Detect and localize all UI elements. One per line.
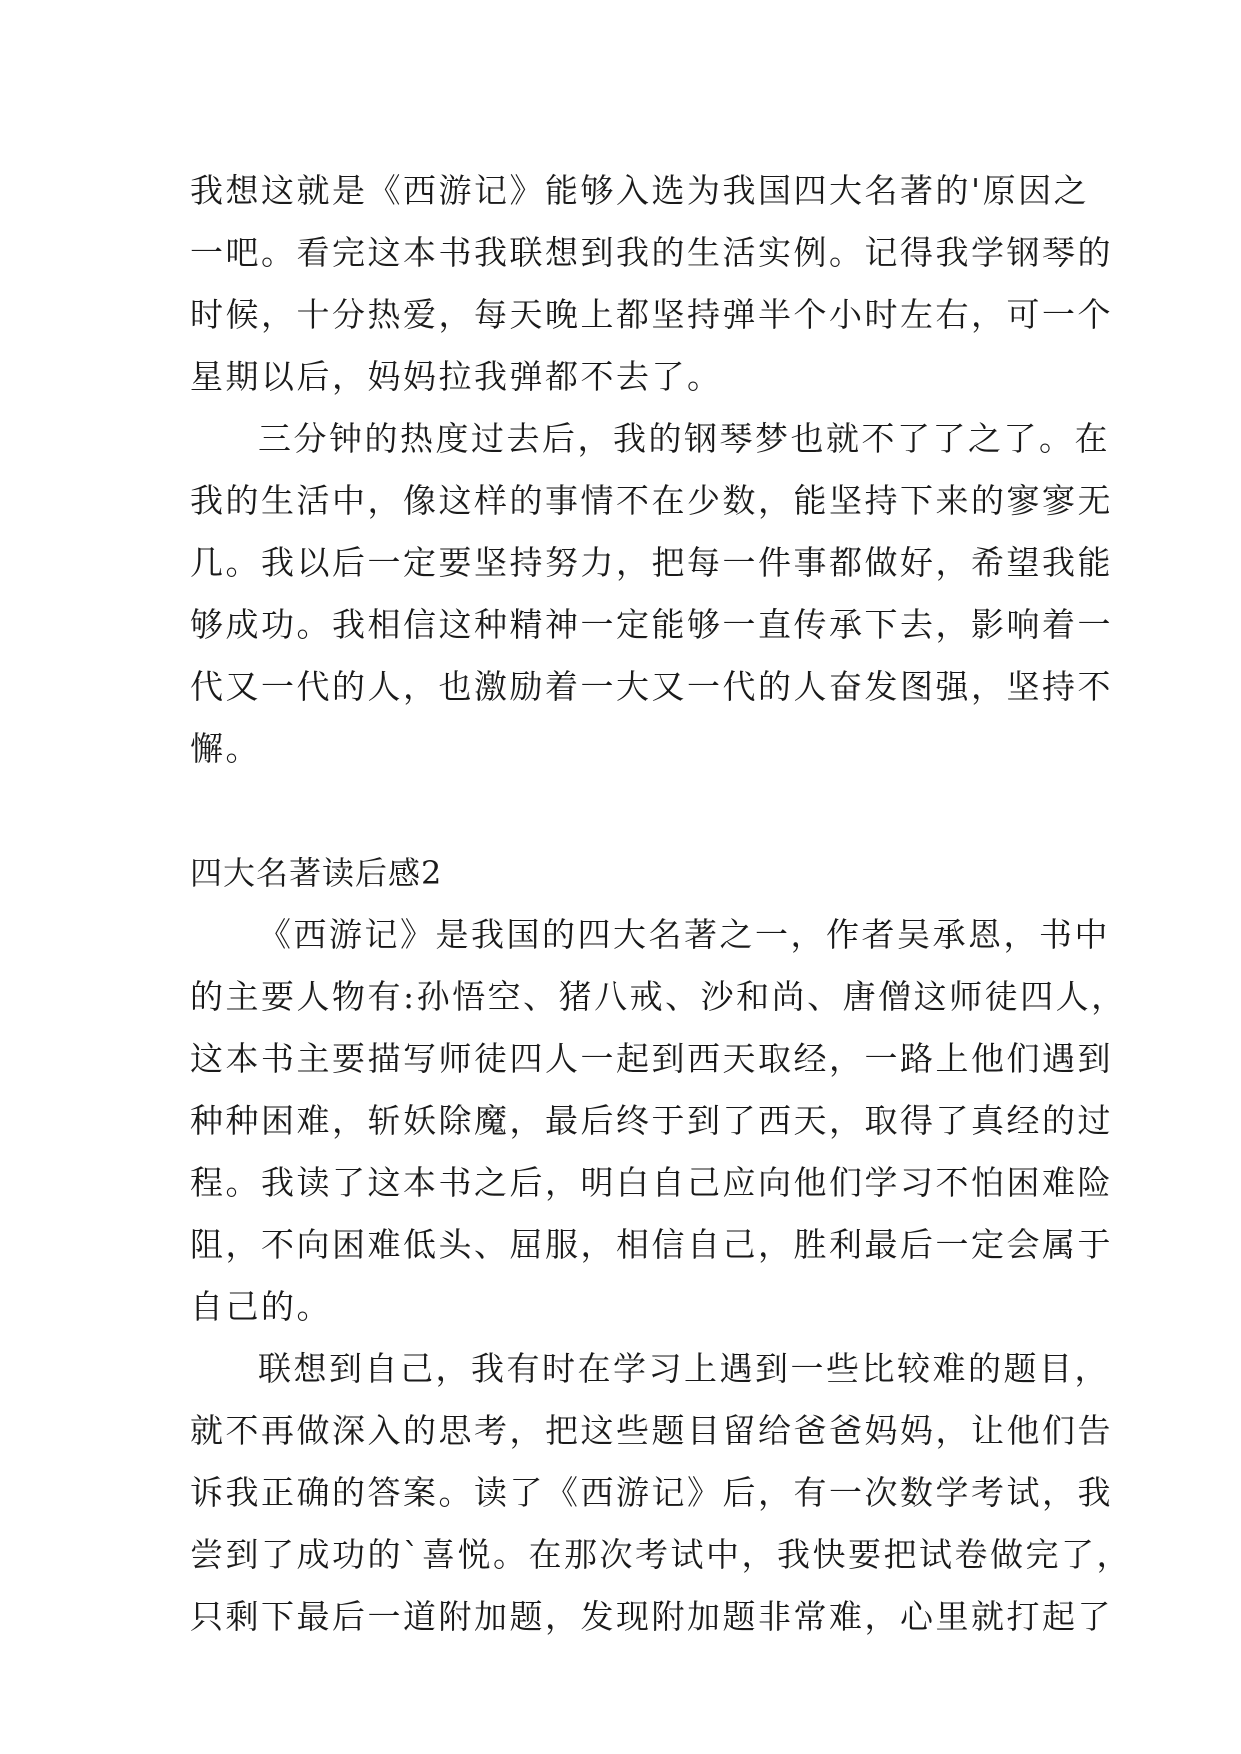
section-heading: 四大名著读后感2 [190, 854, 443, 892]
text-line: 自己的。 [190, 1287, 332, 1326]
text-line: 诉我正确的答案。读了《西游记》后，有一次数学考试，我 [190, 1473, 1113, 1512]
text-line: 联想到自己，我有时在学习上遇到一些比较难的题目， [258, 1349, 1110, 1388]
text-line: 就不再做深入的思考，把这些题目留给爸爸妈妈，让他们告 [190, 1411, 1113, 1450]
text-line: 《西游记》是我国的四大名著之一，作者吴承恩，书中 [258, 915, 1110, 954]
text-line: 阻，不向困难低头、屈服，相信自己，胜利最后一定会属于 [190, 1225, 1113, 1264]
text-line: 的主要人物有:孙悟空、猪八戒、沙和尚、唐僧这师徒四人， [190, 977, 1127, 1016]
text-line: 代又一代的人，也激励着一大又一代的人奋发图强，坚持不 [190, 667, 1113, 706]
text-line: 种种困难，斩妖除魔，最后终于到了西天，取得了真经的过 [190, 1101, 1113, 1140]
text-line: 程。我读了这本书之后，明白自己应向他们学习不怕困难险 [190, 1163, 1113, 1202]
text-line: 一吧。看完这本书我联想到我的生活实例。记得我学钢琴的 [190, 233, 1113, 272]
paragraph-4 [190, 1338, 1132, 1648]
text-line: 星期以后，妈妈拉我弹都不去了。 [190, 357, 723, 396]
text-line: 我的生活中，像这样的事情不在少数，能坚持下来的寥寥无 [190, 481, 1113, 520]
text-line: 三分钟的热度过去后，我的钢琴梦也就不了了之了。在 [258, 419, 1110, 458]
text-line: 尝到了成功的`喜悦。在那次考试中，我快要把试卷做完了， [190, 1535, 1132, 1574]
text-line: 我想这就是《西游记》能够入选为我国四大名著的'原因之 [190, 171, 1090, 210]
paragraph-2 [190, 408, 1113, 780]
text-line: 够成功。我相信这种精神一定能够一直传承下去，影响着一 [190, 605, 1113, 644]
text-line: 只剩下最后一道附加题，发现附加题非常难，心里就打起了 [190, 1597, 1113, 1636]
text-line: 懈。 [190, 729, 261, 768]
paragraph-3 [190, 904, 1127, 1338]
document-page [190, 160, 1132, 1648]
text-line: 几。我以后一定要坚持努力，把每一件事都做好，希望我能 [190, 543, 1113, 582]
text-line: 时候，十分热爱，每天晚上都坚持弹半个小时左右，可一个 [190, 295, 1113, 334]
paragraph-1 [190, 160, 1113, 408]
text-line: 这本书主要描写师徒四人一起到西天取经，一路上他们遇到 [190, 1039, 1113, 1078]
section-spacer [190, 780, 1052, 842]
